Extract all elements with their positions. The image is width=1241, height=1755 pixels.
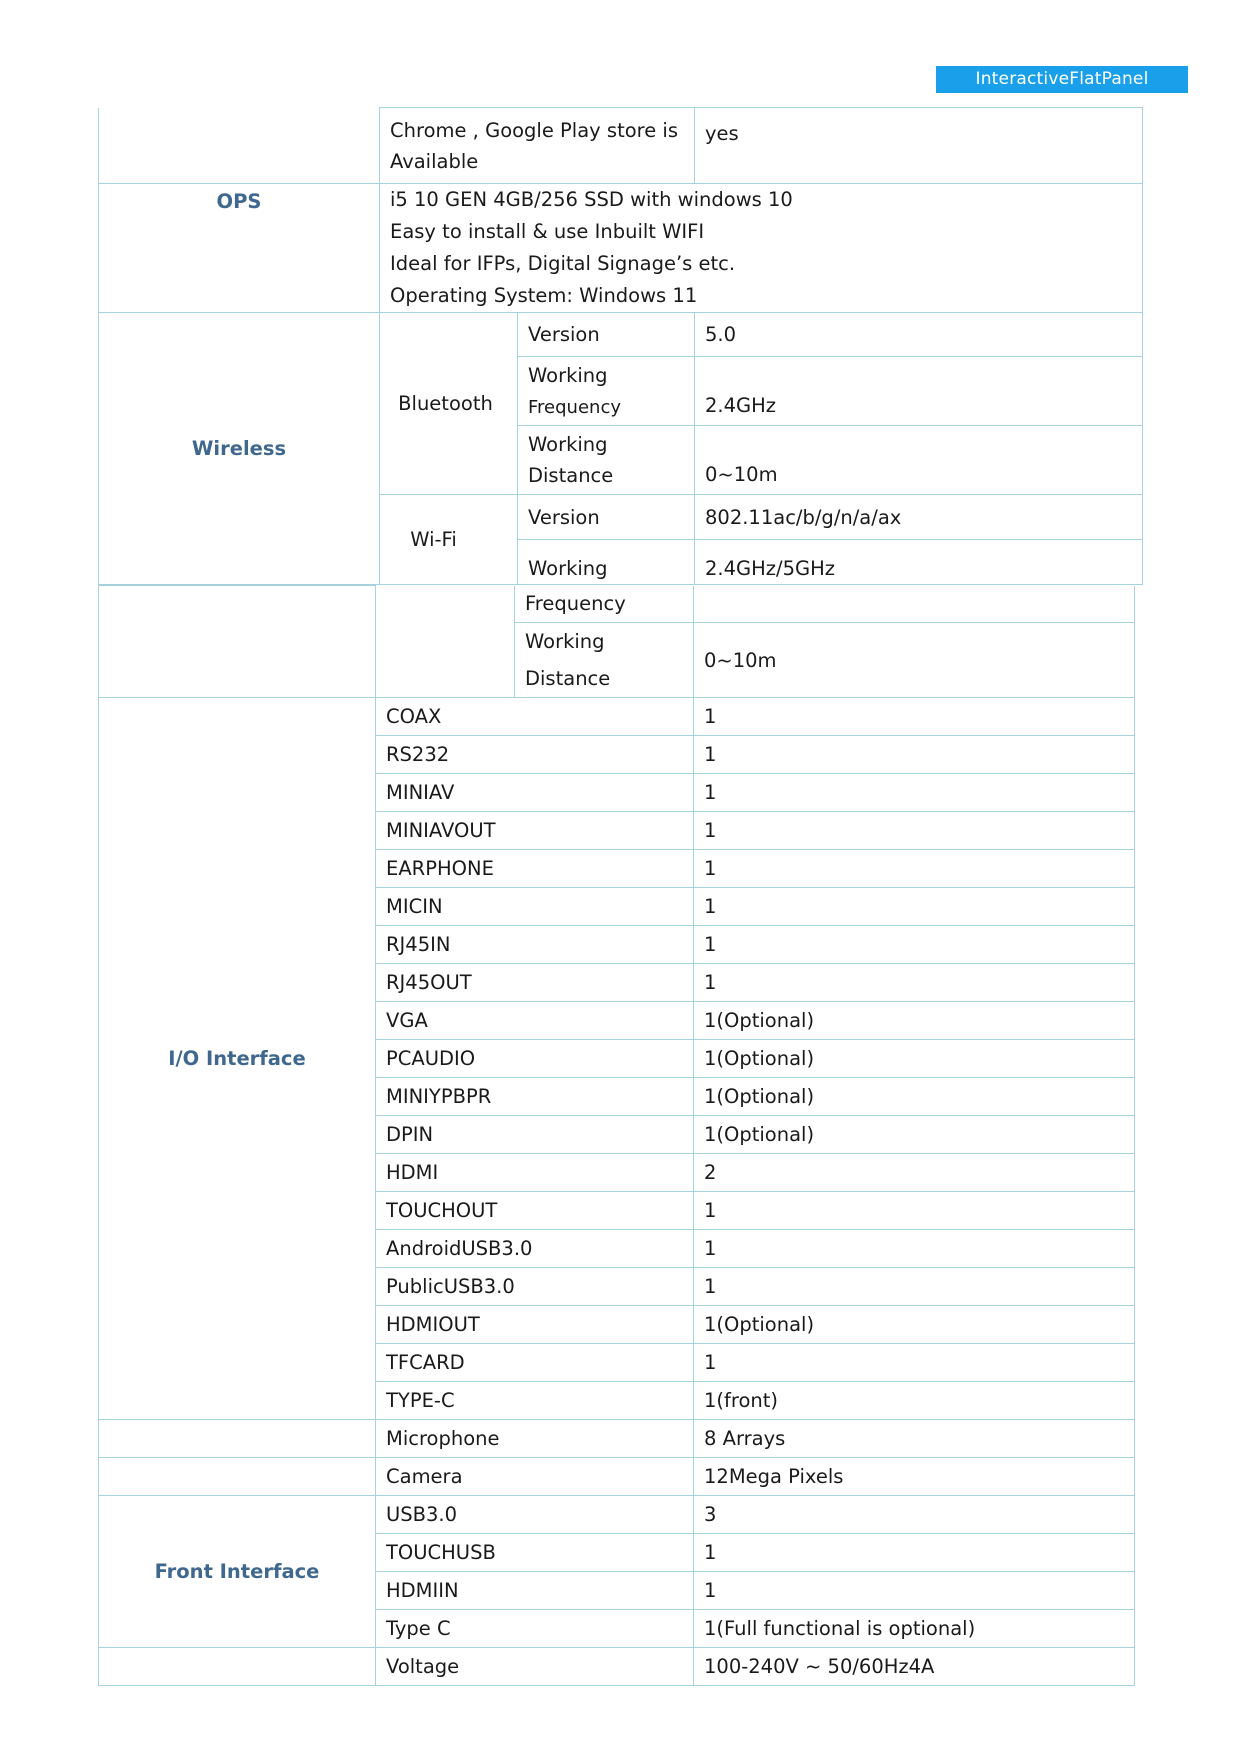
bluetooth-label: Bluetooth <box>380 313 518 495</box>
spec-label: RS232 <box>376 736 694 774</box>
table-row <box>99 108 1143 184</box>
spec-value: 1 <box>694 698 1135 736</box>
spec-label: TYPE-C <box>376 1382 694 1420</box>
spec-label <box>518 426 695 495</box>
spec-label: HDMI <box>376 1154 694 1192</box>
spec-value: 0~10m <box>694 623 1135 698</box>
spec-label: Type C <box>376 1610 694 1648</box>
spec-value: 1(front) <box>694 1382 1135 1420</box>
spec-table-top <box>98 107 1143 585</box>
spec-label: Working <box>518 540 695 585</box>
spec-value: 1(Optional) <box>694 1078 1135 1116</box>
spec-value: 8 Arrays <box>694 1420 1135 1458</box>
label-line: Working <box>528 433 608 456</box>
spec-label: Voltage <box>376 1648 694 1686</box>
spec-value: 1(Full functional is optional) <box>694 1610 1135 1648</box>
spec-value: 1 <box>694 888 1135 926</box>
label-line: Available <box>390 149 479 173</box>
table-row <box>99 586 1135 623</box>
spec-value: 1 <box>694 964 1135 1002</box>
header-badge: InteractiveFlatPanel <box>936 66 1188 93</box>
spec-value: 1 <box>694 926 1135 964</box>
spec-label: MINIYPBPR <box>376 1078 694 1116</box>
label-line: Frequency <box>528 396 621 418</box>
spec-label: AndroidUSB3.0 <box>376 1230 694 1268</box>
spec-label: TOUCHOUT <box>376 1192 694 1230</box>
spec-value: 1 <box>694 1268 1135 1306</box>
ops-line: i5 10 GEN 4GB/256 SSD with windows 10 <box>390 188 793 211</box>
spec-label: HDMIOUT <box>376 1306 694 1344</box>
spec-label: HDMIIN <box>376 1572 694 1610</box>
spec-label: RJ45IN <box>376 926 694 964</box>
spec-value <box>694 586 1135 623</box>
spec-label: Frequency <box>515 586 694 623</box>
spec-label: RJ45OUT <box>376 964 694 1002</box>
empty-cell <box>99 108 380 184</box>
spec-value: 1 <box>694 812 1135 850</box>
spec-label: TFCARD <box>376 1344 694 1382</box>
label-line: Chrome , Google Play store is <box>390 118 679 142</box>
table-row <box>99 698 1135 736</box>
spec-label <box>518 357 695 426</box>
ops-line: Operating System: Windows 11 <box>390 284 698 307</box>
spec-value: 1 <box>694 1230 1135 1268</box>
label-line: Distance <box>528 464 614 487</box>
spec-value: 100-240V ~ 50/60Hz4A <box>694 1648 1135 1686</box>
label-line: Distance <box>525 667 611 690</box>
section-title-wireless: Wireless <box>99 313 380 585</box>
spec-value: 2.4GHz <box>695 357 1143 426</box>
empty-cell <box>99 1458 376 1496</box>
wifi-label: Wi-Fi <box>380 495 518 585</box>
spec-value: 1 <box>694 1534 1135 1572</box>
section-title-ops: OPS <box>99 184 380 313</box>
section-title-front: Front Interface <box>99 1496 376 1648</box>
table-row <box>99 1420 1135 1458</box>
label-line: Working <box>525 630 605 653</box>
spec-value: 1 <box>694 774 1135 812</box>
table-row <box>99 313 1143 357</box>
spec-value: 5.0 <box>695 313 1143 357</box>
spec-value: 1(Optional) <box>694 1306 1135 1344</box>
spec-label: MINIAV <box>376 774 694 812</box>
spec-label: MICIN <box>376 888 694 926</box>
spec-table-interfaces <box>98 697 1135 1686</box>
table-row <box>99 1496 1135 1534</box>
spec-label: EARPHONE <box>376 850 694 888</box>
spec-value: 1 <box>694 1344 1135 1382</box>
spec-value: 1(Optional) <box>694 1116 1135 1154</box>
spec-value: 1(Optional) <box>694 1040 1135 1078</box>
spec-label: MINIAVOUT <box>376 812 694 850</box>
spec-value: 12Mega Pixels <box>694 1458 1135 1496</box>
spec-label <box>380 108 695 184</box>
spec-value: 1 <box>694 1572 1135 1610</box>
spec-value: 1 <box>694 850 1135 888</box>
section-title-io: I/O Interface <box>99 698 376 1420</box>
spec-label: Microphone <box>376 1420 694 1458</box>
spec-value: 1 <box>694 736 1135 774</box>
empty-cell <box>99 1648 376 1686</box>
spec-label: Version <box>518 495 695 540</box>
spec-label: VGA <box>376 1002 694 1040</box>
empty-cell <box>99 1420 376 1458</box>
spec-label <box>515 623 694 698</box>
label-line: Working <box>528 363 608 387</box>
table-row <box>99 184 1143 313</box>
spec-value: 1(Optional) <box>694 1002 1135 1040</box>
spec-label: DPIN <box>376 1116 694 1154</box>
spec-value: 3 <box>694 1496 1135 1534</box>
spec-label: PublicUSB3.0 <box>376 1268 694 1306</box>
ops-line: Easy to install & use Inbuilt WIFI <box>390 220 705 243</box>
spec-value: 802.11ac/b/g/n/a/ax <box>695 495 1143 540</box>
ops-line: Ideal for IFPs, Digital Signage’s etc. <box>390 252 736 275</box>
spec-value: 0~10m <box>695 426 1143 495</box>
spec-label: Version <box>518 313 695 357</box>
spec-label: USB3.0 <box>376 1496 694 1534</box>
table-row <box>99 1458 1135 1496</box>
spec-label: COAX <box>376 698 694 736</box>
table-row <box>99 1648 1135 1686</box>
spec-value: 2 <box>694 1154 1135 1192</box>
ops-description <box>380 184 1143 313</box>
empty-cell <box>376 586 515 698</box>
spec-label: Camera <box>376 1458 694 1496</box>
empty-cell <box>99 586 376 698</box>
spec-value: 1 <box>694 1192 1135 1230</box>
spec-table-wifi-cont <box>98 585 1135 698</box>
spec-label: PCAUDIO <box>376 1040 694 1078</box>
spec-value: 2.4GHz/5GHz <box>695 540 1143 585</box>
spec-label: TOUCHUSB <box>376 1534 694 1572</box>
spec-value: yes <box>695 108 1143 184</box>
